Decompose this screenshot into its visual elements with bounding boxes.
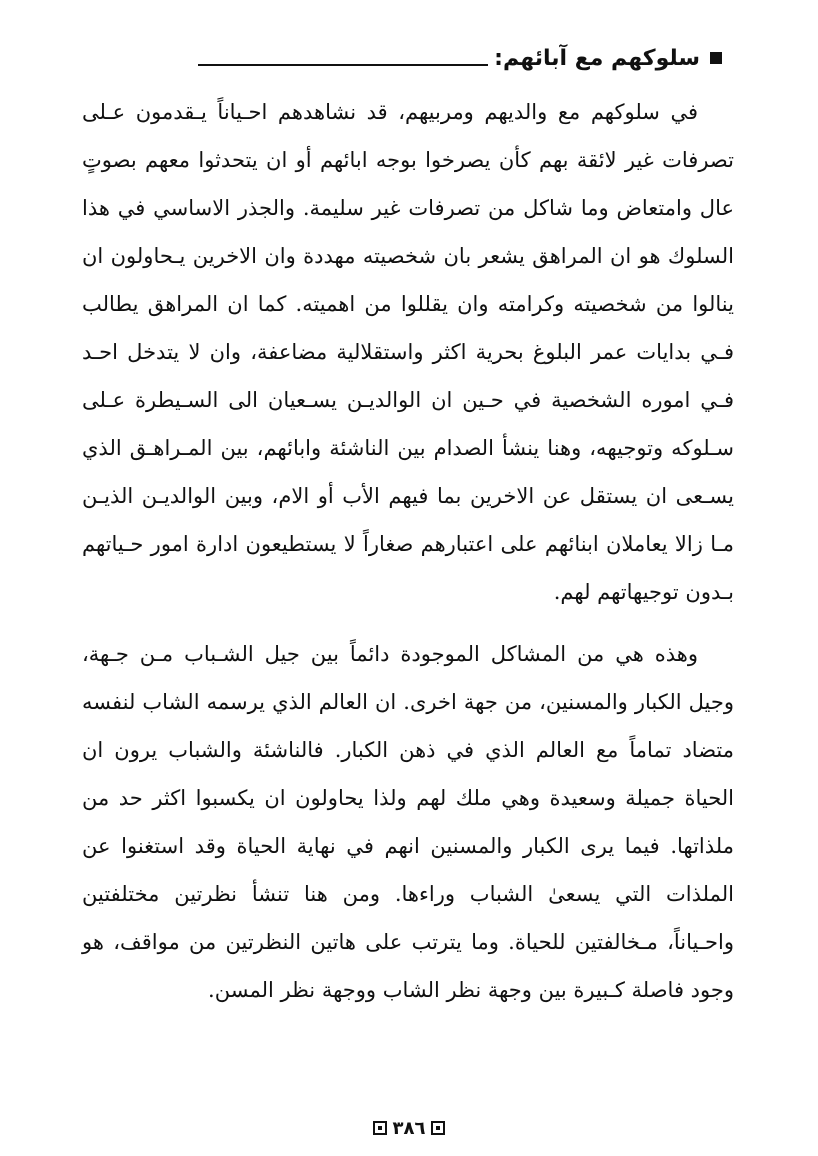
section-heading bbox=[82, 36, 722, 80]
paragraph-1: في سلوكهم مع والديهم ومربيهم، قد نشاهدهم احـياناً يـقدمون عـلى تصرفات غير لائقة بهم كأن يصرخوا بوجه ابائهم أو ان يتحدثوا معهم بصوتٍ عال وامتعاض وما شاكل من تصرفات غير سليمة. والجذر الاساسي في هذا السلوك هو ان المراهق يشعر بان شخصيته مهددة وان الاخرين يـحاولون ان ينالوا من شخصيته وكرامته وان يقللوا من اهميته. كما ان المراهق يطالب فـي بدايات عمر البلوغ بحرية اكثر واستقلالية مضاعفة، وان لا يتدخل احـد فـي اموره الشخصية في حـين ان الوالديـن يسـعيان الى السـيطرة عـلى سـلوكه وتوجيهه، وهنا ينشأ الصدام بين الناشئة وابائهم، بين المـراهـق الذي يسـعى ان يستقل عن الاخرين بما فيهم الأب أو الام، وبين الوالديـن الذيـن مـا زالا يعاملان ابنائهم على اعتبارهم صغاراً لا يستطيعون ادارة امور حـياتهم بـدون توجيهاتهم لهم. bbox=[82, 100, 734, 604]
square-bullet-icon bbox=[710, 52, 722, 64]
square-ornament-icon bbox=[431, 1121, 445, 1135]
page-footer bbox=[0, 1116, 818, 1140]
body-text bbox=[82, 88, 734, 1014]
paragraph-2: وهذه هي من المشاكل الموجودة دائماً بين جيل الشـباب مـن جـهة، وجيل الكبار والمسنين، من جهة اخرى. ان العالم الذي يرسمه الشاب لنفسه متضاد تماماً مع العالم الذي في ذهن الكبار. فالناشئة والشباب يرون ان الحياة جميلة وسعيدة وهي ملك لهم ولذا يحاولون ان يكسبوا اكثر حد من ملذاتها. فيما يرى الكبار والمسنين انهم في نهاية الحياة وقد استغنوا عن الملذات التي يسعىٰ الشباب وراءها. ومن هنا تنشأ نظرتين مختلفتين واحـياناً، مـخالفتين للحياة. وما يترتب على هاتين النظرتين من مواقف، هو وجود فاصلة كـبيرة بين وجهة نظر الشاب ووجهة نظر المسن. bbox=[82, 642, 734, 1002]
section-title: سلوكهم مع آبائهم: bbox=[494, 45, 700, 71]
page-number: ٣٨٦ bbox=[392, 1117, 426, 1139]
square-ornament-icon bbox=[373, 1121, 387, 1135]
heading-underline bbox=[198, 64, 488, 66]
